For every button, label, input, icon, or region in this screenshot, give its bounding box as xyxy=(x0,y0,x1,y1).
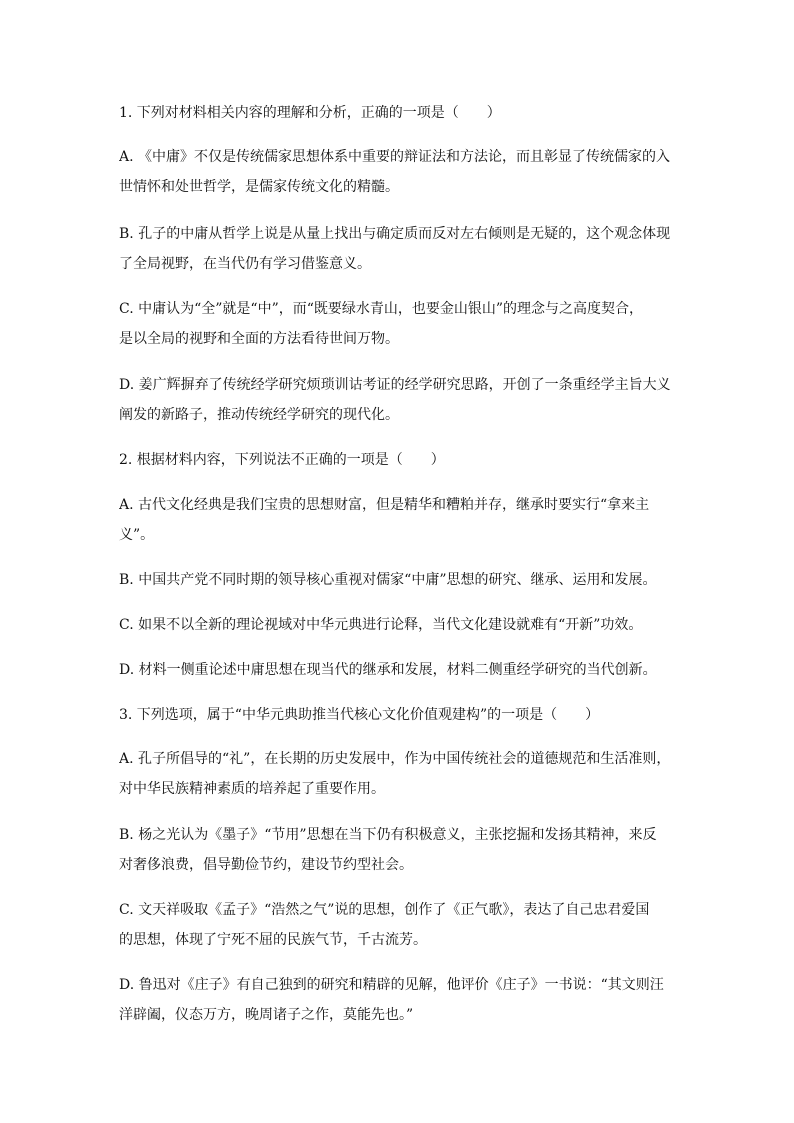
question-1-option-a-line-1: A. 《中庸》不仅是传统儒家思想体系中重要的辩证法和方法论，而且彰显了传统儒家的入 xyxy=(119,149,671,165)
question-1-option-c-line-2: 是以全局的视野和全面的方法看待世间万物。 xyxy=(119,331,399,347)
question-2-stem: 2. 根据材料内容，下列说法不正确的一项是（ ） xyxy=(119,452,445,468)
question-3-option-a-line-1: A. 孔子所倡导的“礼”，在长期的历史发展中，作为中国传统社会的道德规范和生活准则， xyxy=(119,751,671,767)
question-1-option-c-line-1: C. 中庸认为“全”就是“中”，而“既要绿水青山，也要金山银山”的理念与之高度契合， xyxy=(119,301,644,317)
question-2-option-b: B. 中国共产党不同时期的领导核心重视对儒家“中庸”思想的研究、继承、运用和发展。 xyxy=(119,572,657,588)
question-2-option-d: D. 材料一侧重论述中庸思想在现当代的继承和发展，材料二侧重经学研究的当代创新。 xyxy=(119,662,657,678)
question-3-option-b-line-1: B. 杨之光认为《墨子》“节用”思想在当下仍有积极意义，主张挖掘和发扬其精神，来反 xyxy=(119,827,657,843)
question-3-stem: 3. 下列选项，属于“中华元典助推当代核心文化价值观建构”的一项是（ ） xyxy=(119,707,600,723)
question-1-option-d-line-2: 阐发的新路子，推动传统经学研究的现代化。 xyxy=(119,407,399,423)
question-1-option-d-line-1: D. 姜广辉摒弃了传统经学研究烦琐训诂考证的经学研究思路，开创了一条重经学主旨大义 xyxy=(119,377,671,393)
question-2-option-a-line-1: A. 古代文化经典是我们宝贵的思想财富，但是精华和糟粕并存，继承时要实行“拿来主 xyxy=(119,497,650,513)
question-3-option-c-line-2: 的思想，体现了宁死不屈的民族气节，千古流芳。 xyxy=(119,932,427,948)
question-2-option-a-line-2: 义”。 xyxy=(119,527,155,543)
question-3-option-c-line-1: C. 文天祥吸取《孟子》“浩然之气”说的思想，创作了《正气歌》，表达了自己忠君爱国 xyxy=(119,902,650,918)
question-1-option-a-line-2: 世情怀和处世哲学，是儒家传统文化的精髓。 xyxy=(119,179,399,195)
question-1-option-b-line-1: B. 孔子的中庸从哲学上说是从量上找出与确定质而反对左右倾则是无疑的，这个观念体现 xyxy=(119,226,671,242)
question-3-option-a-line-2: 对中华民族精神素质的培养起了重要作用。 xyxy=(119,781,385,797)
question-2-option-c: C. 如果不以全新的理论视域对中华元典进行论释，当代文化建设就难有“开新”功效。 xyxy=(119,617,643,633)
question-3-option-d-line-2: 洋辟阖，仪态万方，晚周诸子之作，莫能先也。” xyxy=(119,1007,414,1023)
question-1-option-b-line-2: 了全局视野，在当代仍有学习借鉴意义。 xyxy=(119,256,371,272)
question-1-stem: 1. 下列对材料相关内容的理解和分析，正确的一项是（ ） xyxy=(119,105,501,121)
question-3-option-b-line-2: 对奢侈浪费，倡导勤俭节约，建设节约型社会。 xyxy=(119,857,413,873)
question-3-option-d-line-1: D. 鲁迅对《庄子》有自己独到的研究和精辟的见解，他评价《庄子》一书说：“其文则汪 xyxy=(119,977,664,993)
